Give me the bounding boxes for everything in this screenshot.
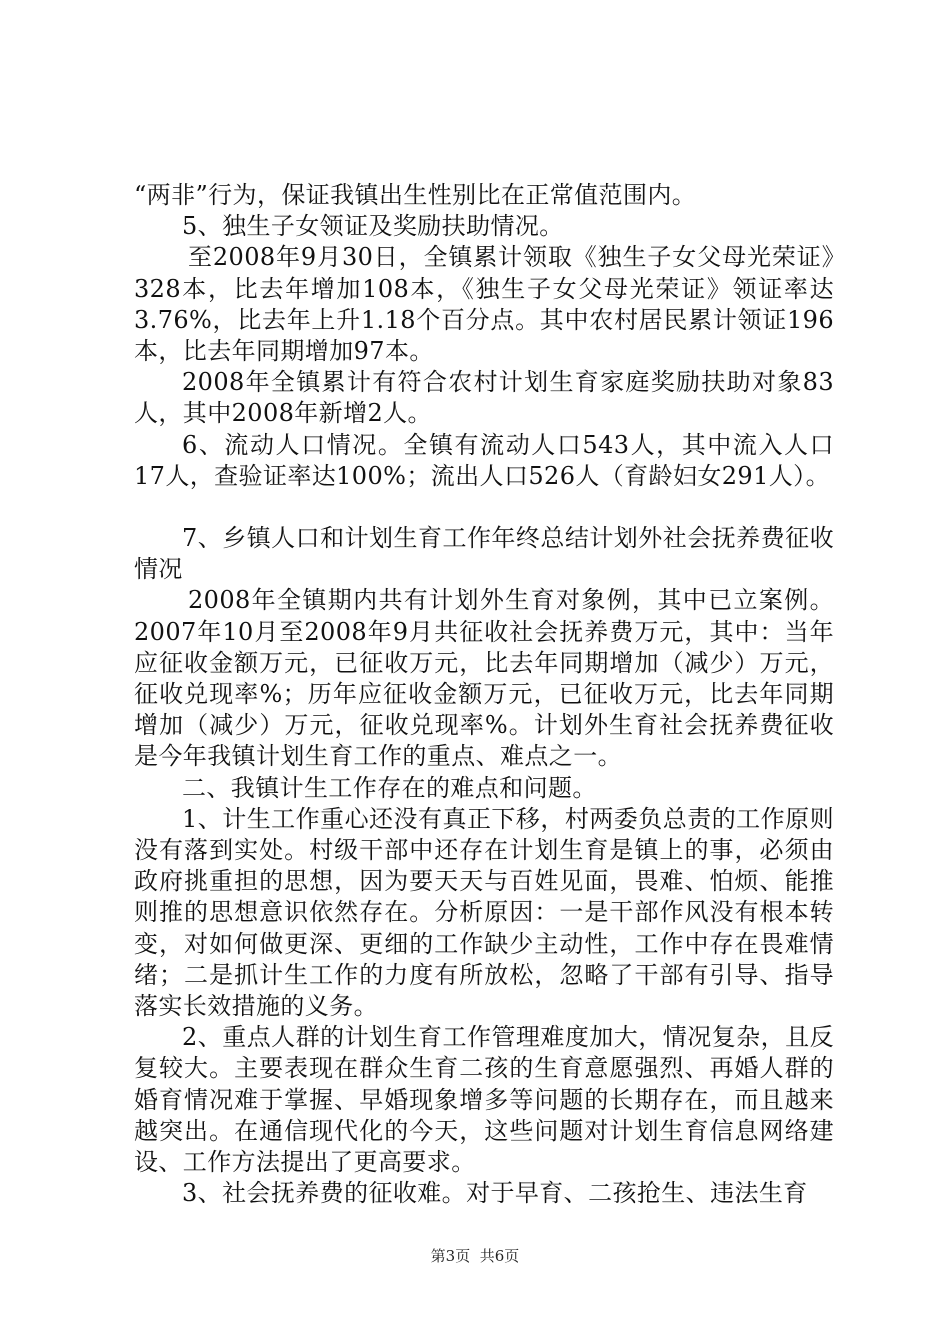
page-footer <box>0 1245 950 1266</box>
paragraph-issue-one: 1、计生工作重心还没有真正下移，村两委负总责的工作原则没有落到实处。村级干部中还存在计划生育是镇上的事，必须由政府挑重担的思想，因为要天天与百姓见面，畏难、怕烦、能推则推的思想意识依然存在。分析原因：一是干部作风没有根本转变，对如何做更深、更细的工作缺少主动性，工作中存在畏难情绪；二是抓计生工作的力度有所放松，忽略了干部有引导、指导落实长效措施的义务。 <box>134 804 834 1021</box>
page-total: 共6页 <box>479 1247 520 1265</box>
paragraph-gap <box>134 492 834 523</box>
page-number: 第3页 <box>430 1247 471 1265</box>
paragraph-certificate-statistics: 至2008年9月30日，全镇累计领取《独生子女父母光荣证》328本，比去年增加108本，《独生子女父母光荣证》领证率达3.76%，比去年上升1.18个百分点。其中农村居民累计领证196本，比去年同期增加97本。 <box>134 243 834 366</box>
paragraph-reward-support: 2008年全镇累计有符合农村计划生育家庭奖励扶助对象83人，其中2008年新增2人。 <box>134 368 834 428</box>
paragraph-social-fee-details: 2008年全镇期内共有计划外生育对象例，其中已立案例。2007年10月至2008年9月共征收社会抚养费万元，其中：当年应征收金额万元，已征收万元，比去年同期增加（减少）万元，征收兑现率%；历年应征收金额万元，已征收万元，比去年同期增加（减少）万元，征收兑现率%。计划外生育社会抚养费征收是今年我镇计划生育工作的重点、难点之一。 <box>134 586 834 771</box>
document-body <box>134 180 834 1210</box>
heading-only-child-certificate: 5、独生子女领证及奖励扶助情况。 <box>182 212 564 241</box>
heading-social-fee-collection: 7、乡镇人口和计划生育工作年终总结计划外社会抚养费征收情况 <box>134 524 834 584</box>
paragraph-issue-three: 3、社会抚养费的征收难。对于早育、二孩抢生、违法生育 <box>182 1179 808 1208</box>
paragraph-floating-population: 6、流动人口情况。全镇有流动人口543人，其中流入人口17人，查验证率达100%；流出人口526人（育龄妇女291人）。 <box>134 430 834 490</box>
paragraph-two-non-behavior: “两非”行为，保证我镇出生性别比在正常值范围内。 <box>134 181 697 209</box>
section-heading-difficulties: 二、我镇计生工作存在的难点和问题。 <box>182 773 597 802</box>
paragraph-issue-two: 2、重点人群的计划生育工作管理难度加大，情况复杂，且反复较大。主要表现在群众生育二孩的生育意愿强烈、再婚人群的婚育情况难于掌握、早婚现象增多等问题的长期存在，而且越来越突出。在通信现代化的今天，这些问题对计划生育信息网络建设、工作方法提出了更高要求。 <box>134 1023 834 1177</box>
